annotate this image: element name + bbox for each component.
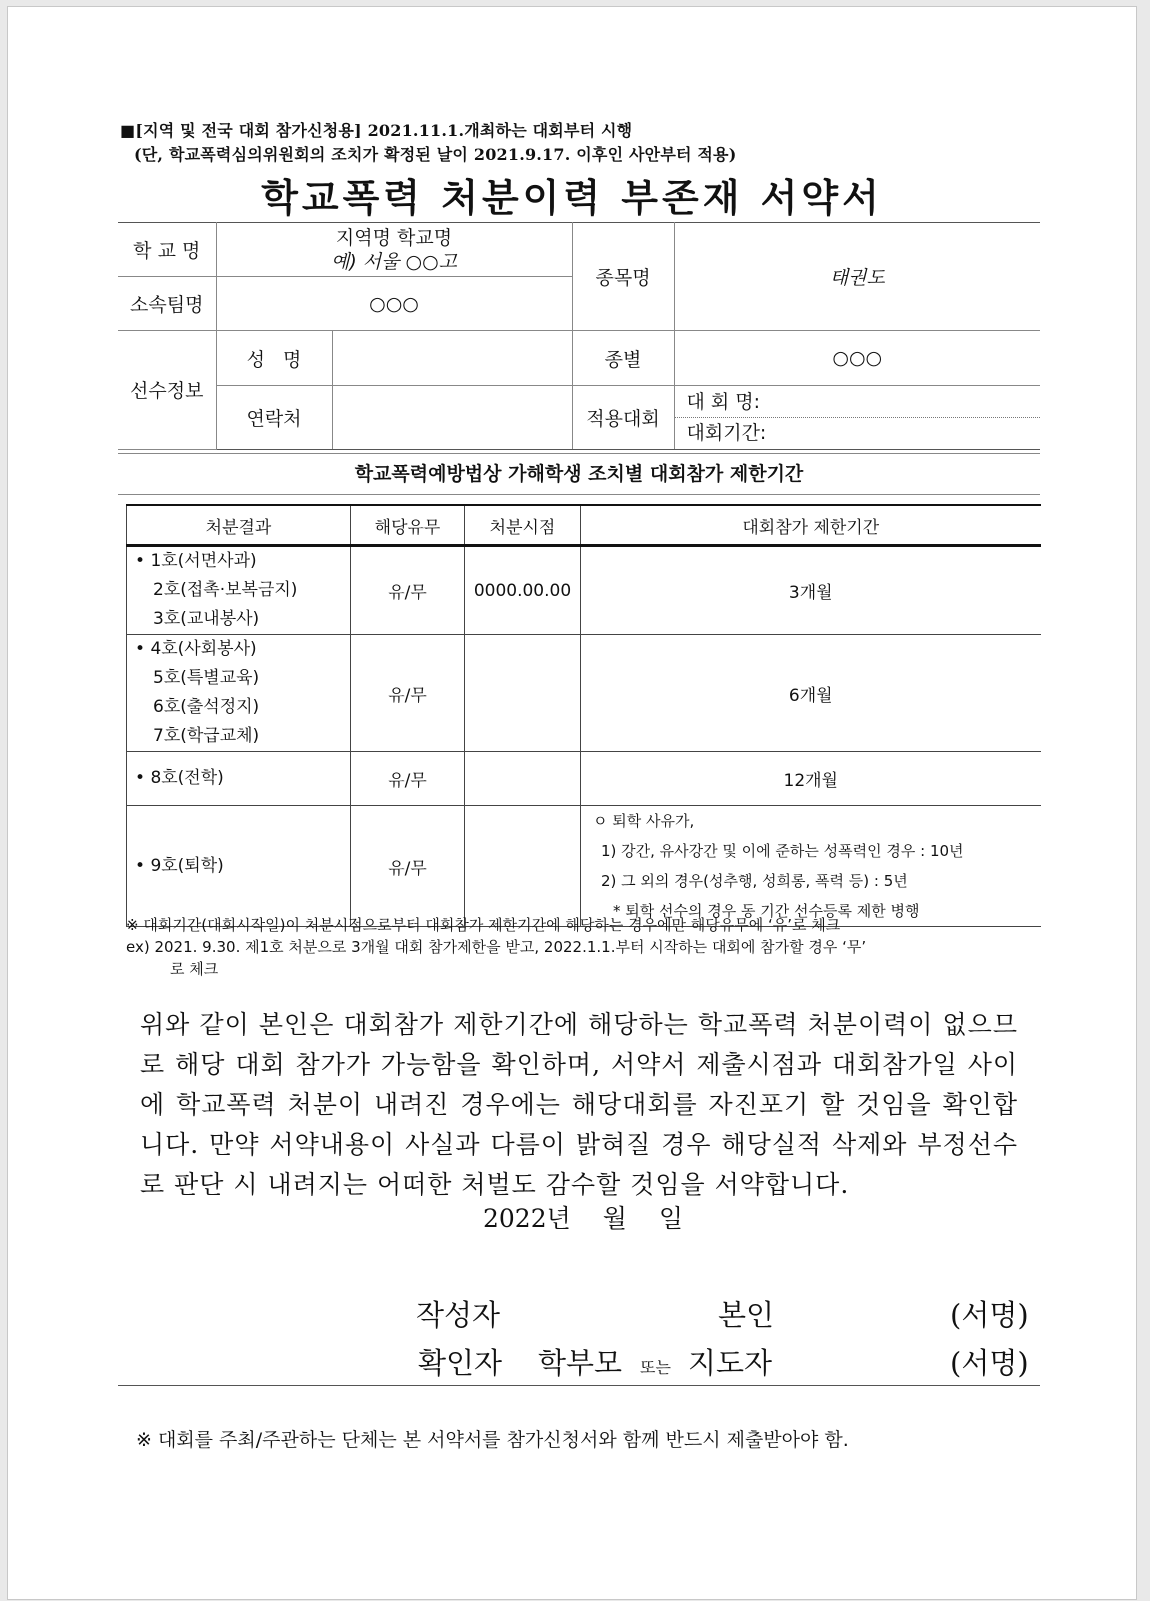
- document-page: [7, 6, 1137, 1600]
- footnote-2-cont: 로 체크: [170, 960, 219, 978]
- competition-name-field[interactable]: 대 회 명:: [675, 387, 1041, 418]
- disposition-date[interactable]: 0000.00.00: [465, 546, 581, 635]
- school-value-line2[interactable]: 예) 서울 ○○고: [330, 250, 458, 273]
- applicable-yn[interactable]: 유/무: [351, 635, 465, 752]
- team-label: 소속팀명: [118, 277, 216, 330]
- table-row: [127, 546, 1041, 635]
- disposition-date[interactable]: [465, 752, 581, 806]
- date-year[interactable]: 2022년: [483, 1204, 571, 1233]
- confirmer-role-coach: 지도자: [688, 1346, 773, 1380]
- header-date: 처분시점: [465, 505, 581, 546]
- writer-signature-field[interactable]: (서명): [950, 1298, 1029, 1332]
- limit-period: 6개월: [581, 635, 1041, 752]
- limit-notes: ㅇ 퇴학 사유가, 1) 강간, 유사강간 및 이에 준하는 성폭력인 경우 : 10년 2) 그 외의 경우(성추행, 성희롱, 폭력 등) : 5년 * 퇴학 선수의 경우 동 기간 선수등록 제한 병행: [581, 806, 1041, 927]
- sport-label: 종목명: [572, 223, 674, 331]
- notice: [120, 119, 736, 167]
- confirmer-signature-field[interactable]: (서명): [950, 1346, 1029, 1380]
- confirmer-label: 확인자: [418, 1346, 503, 1380]
- athlete-info-label: 선수정보: [118, 330, 216, 449]
- writer-role: 본인: [718, 1298, 775, 1332]
- school-label: 학 교 명: [118, 223, 216, 277]
- applicable-yn[interactable]: 유/무: [351, 752, 465, 806]
- date-day[interactable]: 일: [658, 1204, 683, 1233]
- limit-period: 12개월: [581, 752, 1041, 806]
- square-bullet-icon: ■: [120, 121, 136, 140]
- pledge-date: [8, 1199, 1150, 1235]
- disposition-date[interactable]: [465, 806, 581, 927]
- disposition-date[interactable]: [465, 635, 581, 752]
- team-value[interactable]: ○○○: [216, 277, 572, 330]
- gender-value[interactable]: ○○○: [674, 330, 1040, 385]
- footnote-1: ※ 대회기간(대회시작일)이 처분시점으로부터 대회참가 제한기간에 해당하는 경우에만 해당유무에 ‘유’로 체크: [126, 916, 841, 934]
- applied-competition-label: 적용대회: [572, 386, 674, 450]
- limit-period: 3개월: [581, 546, 1041, 635]
- pledge-paragraph: 위와 같이 본인은 대회참가 제한기간에 해당하는 학교폭력 처분이력이 없으므로 해당 대회 참가가 가능함을 확인하며, 서약서 제출시점과 대회참가일 사이에 학교폭력 처분이 내려진 경우에는 해당대회를 자진포기 할 것임을 확인합니다. 만약 서약내용이 사실과 다름이 밝혀질 경우 해당실적 삭제와 부정선수로 판단 시 내려지는 어떠한 처벌도 감수할 것임을 서약합니다.: [140, 1010, 1018, 1199]
- notice-line-1: ■[지역 및 전국 대회 참가신청용] 2021.11.1.개최하는 대회부터 시행: [120, 121, 633, 140]
- document-title: 학교폭력 처분이력 부존재 서약서: [261, 175, 883, 220]
- applicable-yn[interactable]: 유/무: [351, 546, 465, 635]
- header-limit: 대회참가 제한기간: [581, 505, 1041, 546]
- table-row: [127, 752, 1041, 806]
- school-value-line1[interactable]: 지역명 학교명: [335, 226, 453, 249]
- footnote-2: ex) 2021. 9.30. 제1호 처분으로 3개월 대회 참가제한을 받고, 2022.1.1.부터 시작하는 대회에 참가할 경우 ‘무’: [126, 938, 867, 956]
- notice-line-2: (단, 학교폭력심의위원회의 조치가 확정된 날이 2021.9.17. 이후인 사안부터 적용): [134, 145, 737, 164]
- name-field[interactable]: [332, 330, 572, 385]
- date-month[interactable]: 월: [602, 1204, 627, 1233]
- measures-table: [126, 504, 1041, 927]
- table-row: [127, 635, 1041, 752]
- measure-items: • 4호(사회봉사) 5호(특별교육) 6호(출석정지) 7호(학급교체): [127, 635, 351, 752]
- measure-items: • 8호(전학): [127, 752, 351, 806]
- measure-items: • 1호(서면사과) 2호(접촉·보복금지) 3호(교내봉사): [127, 546, 351, 635]
- contact-label: 연락처: [216, 386, 332, 450]
- footnotes: [126, 914, 1040, 980]
- section-title: 학교폭력예방법상 가해학생 조치별 대회참가 제한기간: [118, 453, 1040, 495]
- final-note: ※ 대회를 주최/주관하는 단체는 본 서약서를 참가신청서와 함께 반드시 제출받아야 함.: [136, 1429, 849, 1451]
- name-label: 성 명: [216, 330, 332, 385]
- header-result: 처분결과: [127, 505, 351, 546]
- sport-value[interactable]: 태권도: [674, 223, 1040, 331]
- measure-items: • 9호(퇴학): [127, 806, 351, 927]
- contact-field[interactable]: [332, 386, 572, 450]
- divider: [118, 1385, 1040, 1386]
- writer-label: 작성자: [416, 1298, 501, 1332]
- confirmer-role-parent: 학부모: [538, 1346, 623, 1380]
- header-applicable: 해당유무: [351, 505, 465, 546]
- table-row: [127, 806, 1041, 927]
- competition-period-field[interactable]: 대회기간:: [686, 422, 767, 445]
- info-table: [118, 222, 1040, 450]
- gender-label: 종별: [572, 330, 674, 385]
- confirmer-or: 또는: [640, 1358, 671, 1377]
- applicable-yn[interactable]: 유/무: [351, 806, 465, 927]
